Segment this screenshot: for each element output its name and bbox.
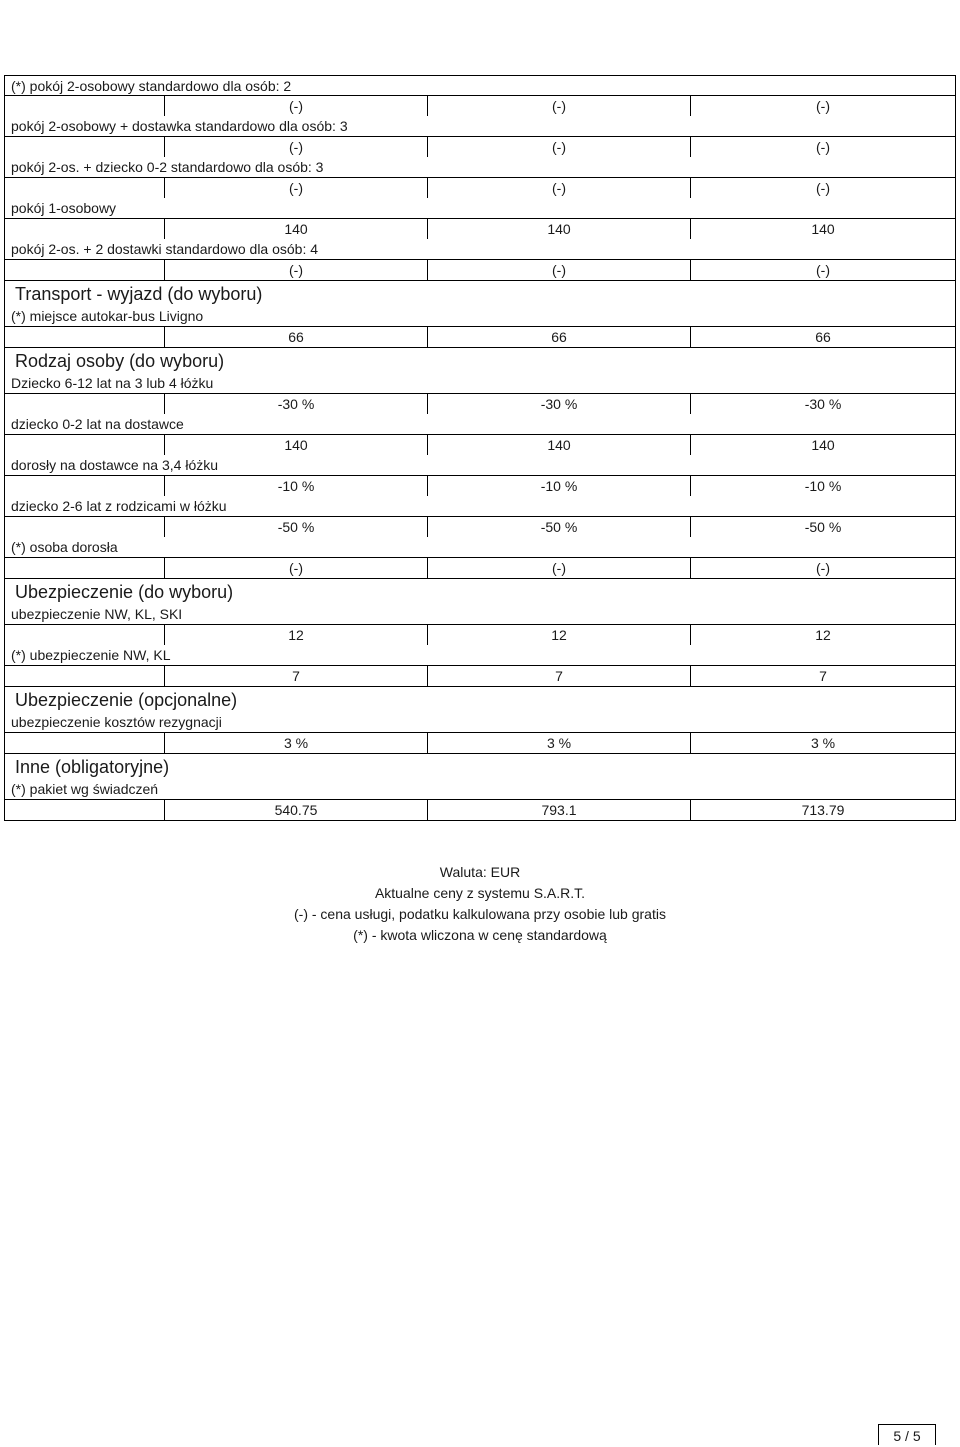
- price-cell: -30 %: [427, 394, 690, 414]
- price-cell: -10 %: [427, 476, 690, 496]
- row-label: (*) miejsce autokar-bus Livigno: [4, 306, 956, 326]
- values-row: [4, 557, 956, 578]
- price-cell: 140: [164, 435, 427, 455]
- star-legend-note: (*) - kwota wliczona w cenę standardową: [353, 927, 607, 943]
- price-cell: 140: [427, 435, 690, 455]
- section-title: Ubezpieczenie (do wyboru): [4, 578, 956, 604]
- price-cell: (-): [690, 558, 955, 578]
- price-cell: 66: [164, 327, 427, 347]
- section-title: Rodzaj osoby (do wyboru): [4, 347, 956, 373]
- currency-note: Waluta: EUR: [439, 864, 521, 880]
- page-number-box: [878, 1424, 936, 1447]
- row-label: (*) osoba dorosła: [4, 537, 956, 557]
- page-number: 5 / 5: [878, 1424, 936, 1445]
- price-cell: 12: [690, 625, 955, 645]
- price-cell: -30 %: [164, 394, 427, 414]
- price-cell: -50 %: [427, 517, 690, 537]
- price-cell: (-): [164, 137, 427, 157]
- row-label: dorosły na dostawce na 3,4 łóżku: [4, 455, 956, 475]
- row-label: (*) ubezpieczenie NW, KL: [4, 645, 956, 665]
- values-row: [4, 624, 956, 645]
- section-title: Transport - wyjazd (do wyboru): [4, 280, 956, 306]
- price-cell: (-): [427, 178, 690, 198]
- price-cell: (-): [164, 558, 427, 578]
- values-row: [4, 475, 956, 496]
- price-cell: 12: [427, 625, 690, 645]
- price-cell: (-): [690, 260, 955, 280]
- row-label: (*) pakiet wg świadczeń: [4, 779, 956, 799]
- source-note: Aktualne ceny z systemu S.A.R.T.: [374, 885, 586, 901]
- values-row: [4, 799, 956, 821]
- price-cell: (-): [690, 137, 955, 157]
- price-cell: (-): [427, 137, 690, 157]
- price-cell: (-): [164, 178, 427, 198]
- row-label: dziecko 0-2 lat na dostawce: [4, 414, 956, 434]
- values-row: [4, 516, 956, 537]
- price-cell: 140: [690, 435, 955, 455]
- row-label: pokój 1-osobowy: [4, 198, 956, 218]
- price-cell: 7: [427, 666, 690, 686]
- price-cell: (-): [164, 96, 427, 116]
- row-label: pokój 2-os. + dziecko 0-2 standardowo dla osób: 3: [4, 157, 956, 177]
- price-cell: (-): [427, 558, 690, 578]
- price-cell: 7: [164, 666, 427, 686]
- row-label: dziecko 2-6 lat z rodzicami w łóżku: [4, 496, 956, 516]
- price-cell: 12: [164, 625, 427, 645]
- section-title: Ubezpieczenie (opcjonalne): [4, 686, 956, 712]
- values-row: [4, 732, 956, 753]
- price-cell: (-): [164, 260, 427, 280]
- price-cell: 3 %: [690, 733, 955, 753]
- price-cell: 540.75: [164, 800, 427, 820]
- values-row: [4, 434, 956, 455]
- values-row: [4, 326, 956, 347]
- price-cell: 140: [164, 219, 427, 239]
- price-cell: 7: [690, 666, 955, 686]
- values-row: [4, 95, 956, 116]
- price-cell: 66: [427, 327, 690, 347]
- row-label: pokój 2-osobowy + dostawka standardowo dla osób: 3: [4, 116, 956, 136]
- price-cell: 3 %: [164, 733, 427, 753]
- row-label: ubezpieczenie NW, KL, SKI: [4, 604, 956, 624]
- row-label: Dziecko 6-12 lat na 3 lub 4 łóżku: [4, 373, 956, 393]
- values-row: [4, 665, 956, 686]
- price-cell: -50 %: [690, 517, 955, 537]
- price-cell: 713.79: [690, 800, 955, 820]
- row-label: ubezpieczenie kosztów rezygnacji: [4, 712, 956, 732]
- row-label: (*) pokój 2-osobowy standardowo dla osób: 2: [4, 75, 956, 95]
- price-cell: -30 %: [690, 394, 955, 414]
- price-cell: 3 %: [427, 733, 690, 753]
- values-row: [4, 218, 956, 239]
- values-row: [4, 393, 956, 414]
- price-cell: -50 %: [164, 517, 427, 537]
- price-cell: (-): [690, 96, 955, 116]
- price-cell: 140: [690, 219, 955, 239]
- values-row: [4, 177, 956, 198]
- price-cell: 793.1: [427, 800, 690, 820]
- values-row: [4, 259, 956, 280]
- section-title: Inne (obligatoryjne): [4, 753, 956, 779]
- price-cell: 140: [427, 219, 690, 239]
- values-row: [4, 136, 956, 157]
- dash-legend-note: (-) - cena usługi, podatku kalkulowana przy osobie lub gratis: [294, 906, 666, 922]
- price-cell: -10 %: [690, 476, 955, 496]
- price-cell: -10 %: [164, 476, 427, 496]
- row-label: pokój 2-os. + 2 dostawki standardowo dla osób: 4: [4, 239, 956, 259]
- price-cell: (-): [427, 260, 690, 280]
- price-table: [4, 75, 956, 821]
- footer-notes: [0, 862, 960, 946]
- price-cell: 66: [690, 327, 955, 347]
- price-cell: (-): [690, 178, 955, 198]
- price-cell: (-): [427, 96, 690, 116]
